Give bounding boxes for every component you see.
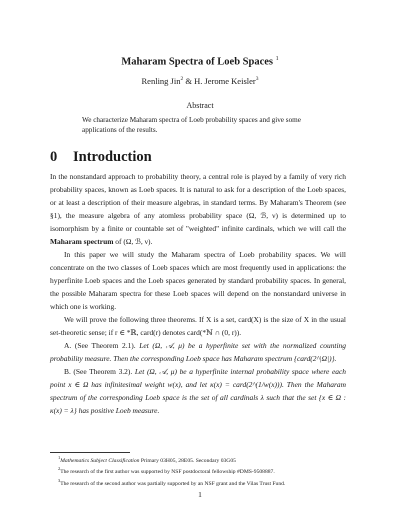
section-title: Introduction bbox=[73, 149, 152, 165]
footnote-1-label: Mathematics Subject Classification bbox=[60, 457, 140, 464]
footnote-3-text: The research of the second author was partially supported by an NSF grant and the Vilas Trust Fund. bbox=[60, 480, 286, 487]
title-footnote-marker: 1 bbox=[275, 56, 279, 62]
footnote-2-text: The research of the first author was supported by NSF postdoctoral fellowship #DMS-9508887. bbox=[60, 469, 275, 476]
theorem-a bbox=[50, 339, 346, 365]
paper-title bbox=[0, 56, 400, 68]
paragraph-3: We will prove the following three theorems. If X is a set, card(X) is the size of X in the usual set-theoretic sense; if r ∈ *ℝ, card(r) denotes card(*ℕ ∩ (0, r)). bbox=[50, 315, 346, 337]
second-author-marker: 3 bbox=[255, 76, 259, 83]
footnote-1-marker: 1 bbox=[58, 455, 61, 460]
footnote-1-text: Primary 03H05, 28E05. Secondary 03G05 bbox=[140, 457, 236, 464]
footnote-3-marker: 3 bbox=[58, 477, 61, 483]
footnotes bbox=[50, 454, 346, 488]
author-connector: & bbox=[185, 76, 192, 86]
footnote-divider bbox=[50, 452, 130, 453]
abstract-heading: Abstract bbox=[186, 101, 214, 110]
theorem-a-label: A. (See Theorem 2.1). bbox=[64, 341, 136, 350]
section-number: 0 bbox=[50, 149, 58, 165]
body-text bbox=[50, 170, 346, 417]
paragraph-1-end: of (Ω, ℬ, ν). bbox=[115, 237, 153, 246]
theorem-b bbox=[50, 365, 346, 417]
paragraph-2: In this paper we will study the Maharam spectra of Loeb probability spaces. We will concentrate on the two classes of Loeb spaces which are most frequently used in applications: the hyperfinite Loeb spaces and the Loeb spaces generated by standard probability spaces. In general, the possible Maharam spectra for these Loeb spaces will depend on the nonstandard universe in which one is working. bbox=[50, 250, 346, 311]
paper-title-text: Maharam Spectra of Loeb Spaces bbox=[121, 56, 274, 68]
footnote-2 bbox=[50, 465, 346, 476]
maharam-spectrum-term: Maharam spectrum bbox=[50, 237, 114, 246]
first-author-marker: 2 bbox=[180, 76, 184, 83]
theorem-a-statement: Let (Ω, 𝒜, μ) be a hyperfinite set with the normalized counting probability measure. Then the corresponding Loeb space has Maharam spectrum {card(2^|Ω|)}. bbox=[50, 341, 346, 363]
footnote-2-marker: 2 bbox=[58, 466, 61, 472]
second-author: H. Jerome Keisler bbox=[194, 76, 256, 86]
abstract-text: We characterize Maharam spectra of Loeb probability spaces and give some applications of the results. bbox=[82, 116, 301, 134]
author-line bbox=[0, 76, 400, 86]
first-author: Renling Jin bbox=[141, 76, 181, 86]
footnote-3 bbox=[50, 477, 346, 488]
footnote-1 bbox=[50, 454, 346, 465]
paragraph-1-text: In the nonstandard approach to probability theory, a central role is played by a family of very rich probability spaces, known as Loeb spaces. It is natural to ask for a description of the Loeb spaces, or at least a description of their measure algebras, in standard terms. By Maharam's Theorem (see §1), the measure algebra of any atomless probability space (Ω, ℬ, ν) is determined up to isomorphism by a finite or countable set of "weighted" infinite cardinals, which we will call the bbox=[50, 172, 346, 233]
theorem-b-label: B. (See Theorem 3.2). bbox=[64, 367, 133, 376]
page-number: 1 bbox=[198, 490, 202, 499]
theorem-b-statement: Let (Ω, 𝒜, μ) be a hyperfinite internal probability space where each point x ∈ Ω has infinitesimal weight w(x), and let κ(x) = card(2^(1/w(x))). Then the Maharam spectrum of the corresponding Loeb space is the set of all cardinals λ such that the set {x ∈ Ω : κ(x) = λ} has positive Loeb measure. bbox=[50, 367, 347, 415]
paragraph-1 bbox=[50, 170, 346, 248]
